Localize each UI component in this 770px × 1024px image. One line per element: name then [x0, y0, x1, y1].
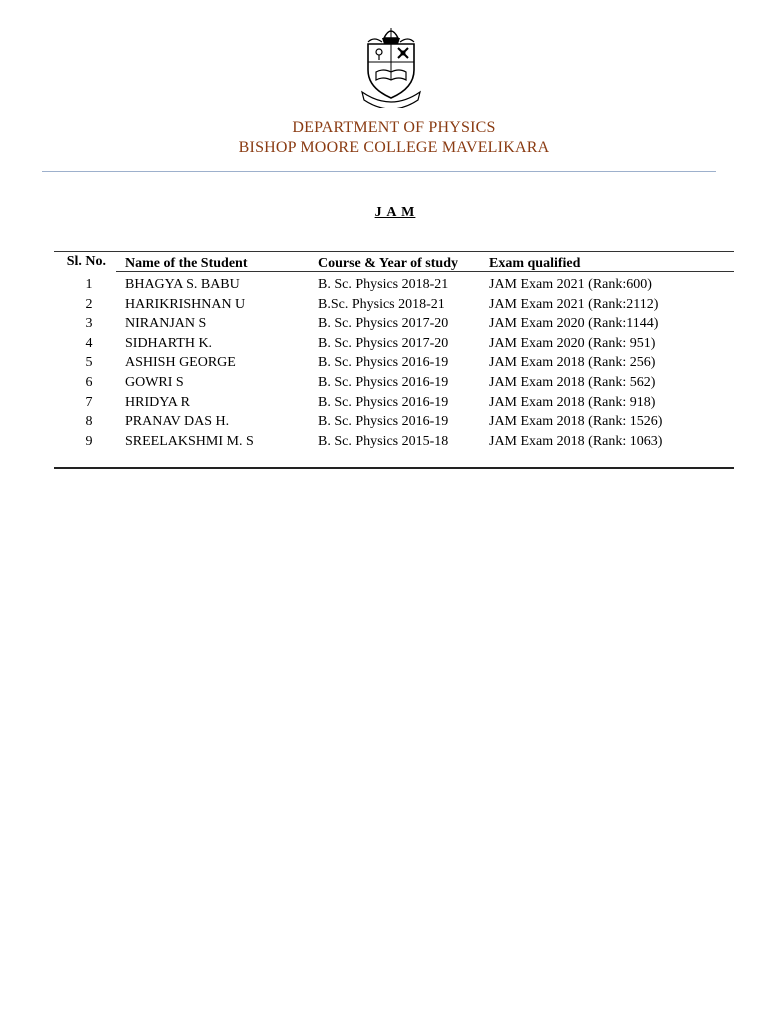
- cell-course-year: B. Sc. Physics 2017-20: [318, 316, 449, 332]
- cell-student-name: GOWRI S: [125, 375, 184, 390]
- cell-exam-qualified: JAM Exam 2018 (Rank: 918): [489, 394, 656, 410]
- cell-course-year: B. Sc. Physics 2016-19: [318, 375, 449, 390]
- cell-sl-no: 7: [85, 394, 93, 410]
- department-title: DEPARTMENT OF PHYSICS: [292, 119, 496, 136]
- cell-exam-qualified: JAM Exam 2018 (Rank: 562): [489, 375, 656, 390]
- cell-exam-qualified: JAM Exam 2018 (Rank: 1063): [489, 433, 663, 449]
- cell-student-name: SREELAKSHMI M. S: [125, 433, 254, 449]
- cell-sl-no: 5: [85, 355, 93, 371]
- cell-sl-no: 8: [85, 414, 93, 430]
- cell-exam-qualified: JAM Exam 2020 (Rank: 951): [489, 335, 656, 351]
- cell-student-name: HARIKRISHNAN U: [125, 296, 246, 312]
- cell-course-year: B. Sc. Physics 2016-19: [318, 394, 449, 410]
- header-divider: [42, 171, 716, 172]
- cell-sl-no: 9: [85, 433, 93, 449]
- cell-course-year: B. Sc. Physics 2016-19: [318, 355, 449, 371]
- cell-student-name: BHAGYA S. BABU: [125, 277, 240, 292]
- cell-exam-qualified: JAM Exam 2018 (Rank: 1526): [489, 414, 663, 430]
- cell-exam-qualified: JAM Exam 2020 (Rank:1144): [489, 316, 659, 332]
- cell-sl-no: 3: [85, 316, 93, 332]
- table-bottom-rule: [54, 467, 734, 469]
- column-header-sl-no: Sl. No.: [66, 254, 106, 269]
- section-title: J A M: [374, 205, 416, 220]
- cell-course-year: B.Sc. Physics 2018-21: [318, 296, 445, 312]
- cell-exam-qualified: JAM Exam 2018 (Rank: 256): [489, 355, 656, 371]
- cell-course-year: B. Sc. Physics 2015-18: [318, 433, 449, 449]
- column-header-name: Name of the Student: [125, 256, 248, 271]
- column-header-exam: Exam qualified: [489, 256, 581, 271]
- cell-student-name: ASHISH GEORGE: [125, 355, 236, 371]
- jam-results-table: [54, 251, 734, 469]
- column-header-course: Course & Year of study: [318, 256, 458, 271]
- cell-course-year: B. Sc. Physics 2016-19: [318, 414, 449, 430]
- cell-course-year: B. Sc. Physics 2017-20: [318, 335, 449, 351]
- cell-sl-no: 2: [85, 296, 93, 312]
- table-top-rule: [54, 251, 734, 252]
- cell-student-name: PRANAV DAS H.: [125, 414, 230, 430]
- cell-student-name: SIDHARTH K.: [125, 335, 213, 351]
- college-name: BISHOP MOORE COLLEGE MAVELIKARA: [238, 139, 550, 156]
- cell-sl-no: 4: [85, 335, 93, 351]
- college-crest-icon: [358, 22, 424, 108]
- cell-exam-qualified: JAM Exam 2021 (Rank:2112): [489, 296, 659, 312]
- cell-exam-qualified: JAM Exam 2021 (Rank:600): [489, 277, 652, 292]
- cell-sl-no: 1: [85, 277, 93, 292]
- cell-course-year: B. Sc. Physics 2018-21: [318, 277, 449, 292]
- cell-student-name: NIRANJAN S: [125, 316, 207, 332]
- cell-sl-no: 6: [85, 375, 93, 390]
- cell-student-name: HRIDYA R: [125, 394, 190, 410]
